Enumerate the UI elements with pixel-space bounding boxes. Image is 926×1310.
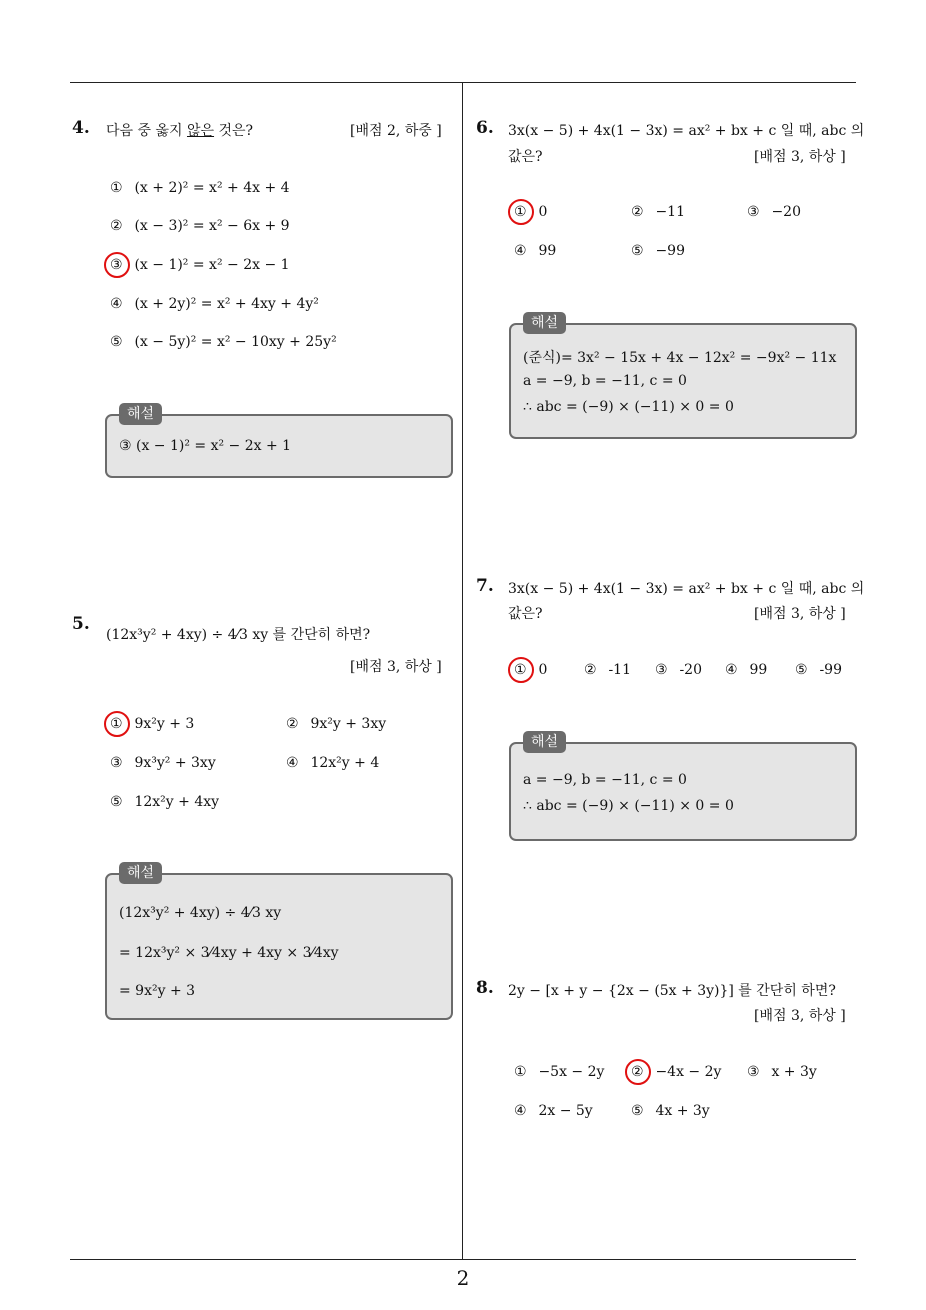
- option-3[interactable]: ③ (x − 1)² = x² − 2x − 1: [110, 257, 290, 273]
- underlined-word: 않은: [186, 123, 215, 139]
- question-text: 3x(x − 5) + 4x(1 − 3x) = ax² + bx + c 일 때, abc 의: [508, 123, 865, 139]
- option-2[interactable]: ② −11: [631, 204, 685, 220]
- solution-tab: 해설: [523, 731, 566, 753]
- solution-tab: 해설: [523, 312, 566, 334]
- solution-line: ③ (x − 1)² = x² − 2x + 1: [119, 438, 292, 454]
- solution-box: [509, 742, 857, 841]
- score-label: [배점 3, 하상 ]: [754, 606, 846, 622]
- option-2[interactable]: ② -11: [584, 662, 631, 678]
- option-1[interactable]: ① (x + 2)² = x² + 4x + 4: [110, 180, 290, 196]
- option-1[interactable]: ① −5x − 2y: [514, 1064, 605, 1080]
- option-5[interactable]: ⑤ -99: [795, 662, 842, 678]
- option-3[interactable]: ③ x + 3y: [747, 1064, 817, 1080]
- option-1[interactable]: ① 0: [514, 204, 547, 220]
- question-text: 다음 중 옳지 않은 것은?: [106, 123, 254, 139]
- answer-circle-mark: [625, 1059, 651, 1085]
- solution-line: (준식)= 3x² − 15x + 4x − 12x² = −9x² − 11x: [523, 350, 837, 366]
- option-4[interactable]: ④ 99: [725, 662, 768, 678]
- question-text: 2y − [x + y − {2x − (5x + 3y)}] 를 간단히 하면?: [508, 983, 836, 999]
- option-4[interactable]: ④ 99: [514, 243, 557, 259]
- column-divider: [462, 82, 463, 1260]
- answer-circle-mark: [104, 252, 130, 278]
- solution-line: a = −9, b = −11, c = 0: [523, 373, 687, 389]
- option-5[interactable]: ⑤ −99: [631, 243, 685, 259]
- option-4[interactable]: ④ 12x²y + 4: [286, 755, 380, 771]
- question-number: 8.: [476, 978, 494, 998]
- option-1[interactable]: ① 0: [514, 662, 547, 678]
- solution-tab: 해설: [119, 403, 162, 425]
- answer-circle-mark: [508, 657, 534, 683]
- question-text-continued: 값은?: [508, 606, 543, 622]
- option-5[interactable]: ⑤ 12x²y + 4xy: [110, 794, 220, 810]
- bottom-rule: [70, 1259, 856, 1260]
- solution-line: = 9x²y + 3: [119, 983, 196, 999]
- solution-line: ∴ abc = (−9) × (−11) × 0 = 0: [523, 798, 734, 814]
- option-4[interactable]: ④ (x + 2y)² = x² + 4xy + 4y²: [110, 296, 319, 312]
- question-number: 5.: [72, 614, 90, 634]
- option-5[interactable]: ⑤ 4x + 3y: [631, 1103, 710, 1119]
- option-3[interactable]: ③ 9x³y² + 3xy: [110, 755, 216, 771]
- option-2[interactable]: ② −4x − 2y: [631, 1064, 721, 1080]
- page-number: 2: [456, 1266, 470, 1290]
- solution-box: [105, 873, 453, 1020]
- option-2[interactable]: ② (x − 3)² = x² − 6x + 9: [110, 218, 290, 234]
- top-rule: [70, 82, 856, 83]
- question-number: 4.: [72, 118, 90, 138]
- score-label: [배점 2, 하중 ]: [350, 123, 442, 139]
- solution-line: (12x³y² + 4xy) ÷ 4⁄3 xy: [119, 905, 282, 921]
- option-1[interactable]: ① 9x²y + 3: [110, 716, 194, 732]
- solution-line: ∴ abc = (−9) × (−11) × 0 = 0: [523, 399, 734, 415]
- question-text-continued: 값은?: [508, 149, 543, 165]
- answer-circle-mark: [104, 711, 130, 737]
- solution-box: [509, 323, 857, 439]
- option-4[interactable]: ④ 2x − 5y: [514, 1103, 593, 1119]
- option-3[interactable]: ③ -20: [655, 662, 702, 678]
- answer-circle-mark: [508, 199, 534, 225]
- score-label: [배점 3, 하상 ]: [754, 149, 846, 165]
- option-3[interactable]: ③ −20: [747, 204, 801, 220]
- option-2[interactable]: ② 9x²y + 3xy: [286, 716, 387, 732]
- score-label: [배점 3, 하상 ]: [350, 659, 442, 675]
- question-number: 6.: [476, 118, 494, 138]
- question-text: 3x(x − 5) + 4x(1 − 3x) = ax² + bx + c 일 때, abc 의: [508, 581, 865, 597]
- solution-tab: 해설: [119, 862, 162, 884]
- question-text: (12x³y² + 4xy) ÷ 4⁄3 xy 를 간단히 하면?: [106, 627, 371, 643]
- solution-line: a = −9, b = −11, c = 0: [523, 772, 687, 788]
- question-number: 7.: [476, 576, 494, 596]
- option-5[interactable]: ⑤ (x − 5y)² = x² − 10xy + 25y²: [110, 334, 337, 350]
- score-label: [배점 3, 하상 ]: [754, 1008, 846, 1024]
- solution-line: = 12x³y² × 3⁄4xy + 4xy × 3⁄4xy: [119, 945, 339, 961]
